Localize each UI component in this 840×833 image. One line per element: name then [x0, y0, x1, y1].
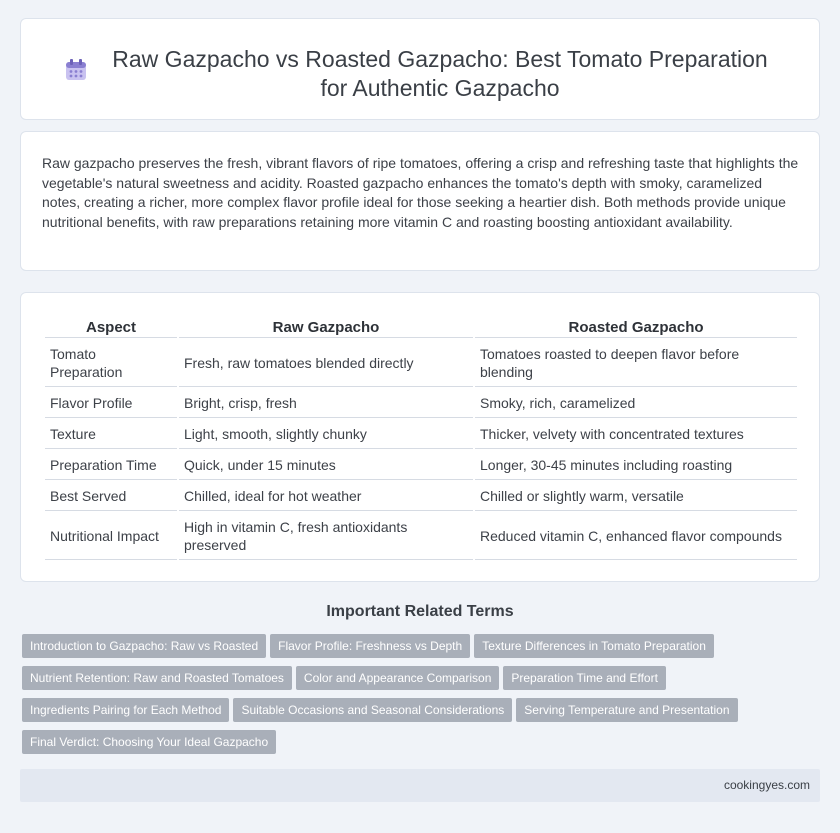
page-title: Raw Gazpacho vs Roasted Gazpacho: Best Tomato Preparation for Authentic Gazpacho [112, 46, 768, 101]
aspect-cell: Preparation Time [45, 451, 177, 480]
calendar-icon [65, 59, 87, 81]
related-tag[interactable]: Nutrient Retention: Raw and Roasted Tomatoes [22, 666, 292, 690]
raw-cell: Light, smooth, slightly chunky [179, 420, 473, 449]
header-aspect: Aspect [45, 317, 177, 338]
aspect-cell: Flavor Profile [45, 389, 177, 418]
table-row [45, 389, 797, 418]
table-row [45, 513, 797, 560]
header-raw: Raw Gazpacho [179, 317, 473, 338]
aspect-cell: Tomato Preparation [45, 340, 177, 387]
roasted-cell: Tomatoes roasted to deepen flavor before blending [475, 340, 797, 387]
comparison-card [20, 292, 820, 582]
table-row [45, 451, 797, 480]
header-roasted: Roasted Gazpacho [475, 317, 797, 338]
related-tag[interactable]: Preparation Time and Effort [503, 666, 666, 690]
raw-cell: High in vitamin C, fresh antioxidants preserved [179, 513, 473, 560]
raw-cell: Chilled, ideal for hot weather [179, 482, 473, 511]
related-tag[interactable]: Texture Differences in Tomato Preparation [474, 634, 714, 658]
roasted-cell: Thicker, velvety with concentrated textures [475, 420, 797, 449]
related-tag[interactable]: Suitable Occasions and Seasonal Considerations [233, 698, 512, 722]
title-card [20, 18, 820, 120]
aspect-cell: Best Served [45, 482, 177, 511]
comparison-table [43, 315, 799, 562]
related-tag[interactable]: Final Verdict: Choosing Your Ideal Gazpacho [22, 730, 276, 754]
roasted-cell: Reduced vitamin C, enhanced flavor compounds [475, 513, 797, 560]
related-terms-heading: Important Related Terms [326, 603, 514, 620]
raw-cell: Quick, under 15 minutes [179, 451, 473, 480]
title-wrap [21, 45, 819, 103]
table-row [45, 420, 797, 449]
related-tag[interactable]: Flavor Profile: Freshness vs Depth [270, 634, 470, 658]
roasted-cell: Longer, 30-45 minutes including roasting [475, 451, 797, 480]
footer-site-link[interactable]: cookingyes.com [723, 778, 810, 792]
raw-cell: Fresh, raw tomatoes blended directly [179, 340, 473, 387]
table-header-row [45, 317, 797, 338]
aspect-cell: Nutritional Impact [45, 513, 177, 560]
related-tags [22, 634, 822, 762]
intro-card [20, 131, 820, 271]
related-tag[interactable]: Introduction to Gazpacho: Raw vs Roasted [22, 634, 266, 658]
table-row [45, 340, 797, 387]
aspect-cell: Texture [45, 420, 177, 449]
related-tag[interactable]: Color and Appearance Comparison [296, 666, 499, 690]
raw-cell: Bright, crisp, fresh [179, 389, 473, 418]
related-tag[interactable]: Ingredients Pairing for Each Method [22, 698, 229, 722]
intro-paragraph: Raw gazpacho preserves the fresh, vibrant flavors of ripe tomatoes, offering a crisp and refreshing taste that highlights the vegetable's natural sweetness and acidity. Roasted gazpacho enhances the tomato's depth with smoky, caramelized notes, creating a richer, more complex flavor profile ideal for those seeking a heartier dish. Both methods provide unique nutritional benefits, with raw preparations retaining more vitamin C and roasting boosting antioxidant availability. [42, 155, 799, 230]
table-row [45, 482, 797, 511]
roasted-cell: Smoky, rich, caramelized [475, 389, 797, 418]
related-tag[interactable]: Serving Temperature and Presentation [516, 698, 737, 722]
roasted-cell: Chilled or slightly warm, versatile [475, 482, 797, 511]
footer [20, 769, 820, 802]
